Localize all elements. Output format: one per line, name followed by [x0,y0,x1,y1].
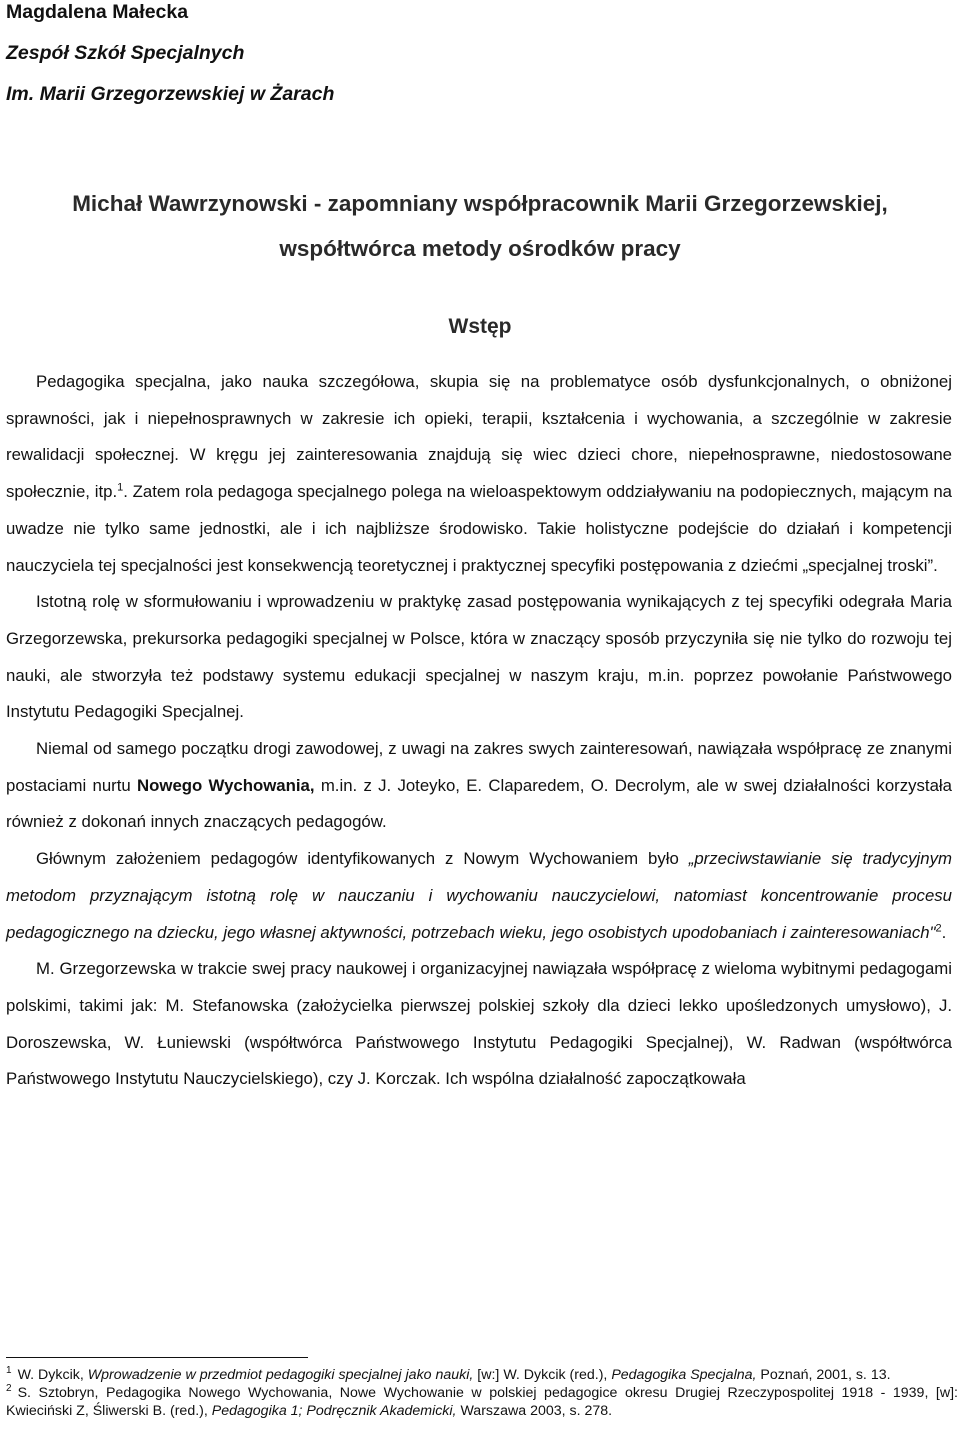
author-name: Magdalena Małecka [6,1,189,23]
title-line-2: współtwórca metody ośrodków pracy [279,236,681,261]
footnote-ref-2[interactable]: 2 [935,921,942,934]
footnote-separator [6,1357,308,1358]
footnote-2-book: Pedagogika 1; Podręcznik Akademicki, [211,1403,457,1419]
paragraph-4-quote: „przeciwstawianie się tradycyjnym metodom przyznającym istotną rolę w nauczaniu i wychowaniu nauczycielowi, natomiast koncentrowanie procesu pedagogicznego na dziecku, jego własnej aktywności, potrzebach wieku, jego osobistych upodobaniach i zainteresowaniach" [6,849,952,942]
paragraph-3-text: Niemal od samego początku drogi zawodowej, z uwagi na zakres swych zainteresowań, nawiązała współpracę ze znanymi postaciami nurtu [6,739,952,795]
paragraph-5-text: M. Grzegorzewska w trakcie swej pracy naukowej i organizacyjnej nawiązała współpracę z wieloma wybitnymi pedagogami polskimi, takimi jak: M. Stefanowska (założycielka pierwszej polskiej szkoły dla dzieci lekko upośledzonych umysłowo), J. Doroszewska, W. Łuniewski (współtwórca Państwowego Instytutu Pedagogiki Specjalnej), W. Radwan (współtwórca Państwowego Instytutu Nauczycielskiego), czy J. Korczak. Ich wspólna działalność zapoczątkowała [6,959,952,1089]
footnote-2 [6,1384,958,1420]
footnote-1 [6,1366,958,1384]
author-block [6,0,334,115]
footnote-1-in: [w:] W. Dykcik (red.), [473,1367,612,1383]
paragraph-1-text: Pedagogika specjalna, jako nauka szczegółowa, skupia się na problematyce osób dysfunkcjonalnych, o obniżonej sprawności, jak i niepełnosprawnych w zakresie ich opieki, terapii, kształcenia i wychowania, a szczególnie w zakresie rewalidacji społecznej. W kręgu jej zainteresowania znajdują się wiec dzieci chore, niepełnosprawne, niedostosowane społecznie, itp. [6,372,952,502]
section-heading: Wstęp [448,315,512,338]
paragraph-5 [6,951,952,1098]
paragraph-4 [6,841,952,951]
body-text [6,364,952,1098]
footnote-1-title: Wprowadzenie w przedmiot pedagogiki specjalnej jako nauki, [87,1367,474,1383]
footnote-2-place: Warszawa 2003, s. 278. [456,1403,613,1419]
title-line-1: Michał Wawrzynowski - zapomniany współpracownik Marii Grzegorzewskiej, [72,191,888,216]
paragraph-3-text-cont: m.in. z J. Joteyko, E. Claparedem, O. Decrolym, ale w swej działalności korzystała również z dokonań innych znaczących pedagogów. [6,775,952,832]
school-name: Zespół Szkół Specjalnych [6,42,245,64]
footnote-2-number: 2 [6,1383,12,1395]
paragraph-1-text-cont: . Zatem rola pedagoga specjalnego polega na wieloaspektowym oddziaływaniu na podopiecznych, mającym na uwadze nie tylko same jednostki, ale i ich najbliższe środowisko. Takie holistyczne podejście do działań i kompetencji nauczyciela tej specjalności jest konsekwencją teoretycznej i praktycznej specyfiki postępowania z dziećmi „specjalnej troski”. [6,482,952,575]
footnote-1-book: Pedagogika Specjalna, [611,1367,757,1383]
footnote-1-author: W. Dykcik, [17,1367,88,1383]
footnote-2-citation: S. Sztobryn, Pedagogika Nowego Wychowania, Nowe Wychowanie w polskiej pedagogice okresu Drugiej Rzeczypospolitej 1918 - 1939, [w]: Kwieciński Z, Śliwerski B. (red.), [6,1385,958,1419]
footnote-1-place: Poznań, 2001, s. 13. [756,1367,891,1383]
paragraph-2-text: Istotną rolę w sformułowaniu i wprowadzeniu w praktykę zasad postępowania wynikających z tej specyfiki odegrała Maria Grzegorzewska, prekursorka pedagogiki specjalnej w Polsce, która w znaczący sposób przyczyniła się nie tylko do rozwoju tej nauki, ale stworzyła też podstawy systemu edukacji specjalnej w naszym kraju, m.in. poprzez powołanie Państwowego Instytutu Pedagogiki Specjalnej. [6,592,952,722]
footnote-1-number: 1 [6,1365,12,1377]
footnotes [6,1366,958,1420]
paragraph-4-text-cont: . [941,922,947,942]
paragraph-2 [6,584,952,731]
paragraph-1 [6,364,952,584]
paragraph-3 [6,731,952,841]
footnote-ref-1[interactable]: 1 [117,481,124,494]
document-title [6,181,954,271]
school-patron: Im. Marii Grzegorzewskiej w Żarach [6,83,335,105]
paragraph-3-bold: Nowego Wychowania, [137,775,315,795]
paragraph-4-text: Głównym założeniem pedagogów identyfikowanych z Nowym Wychowaniem było [36,849,689,869]
